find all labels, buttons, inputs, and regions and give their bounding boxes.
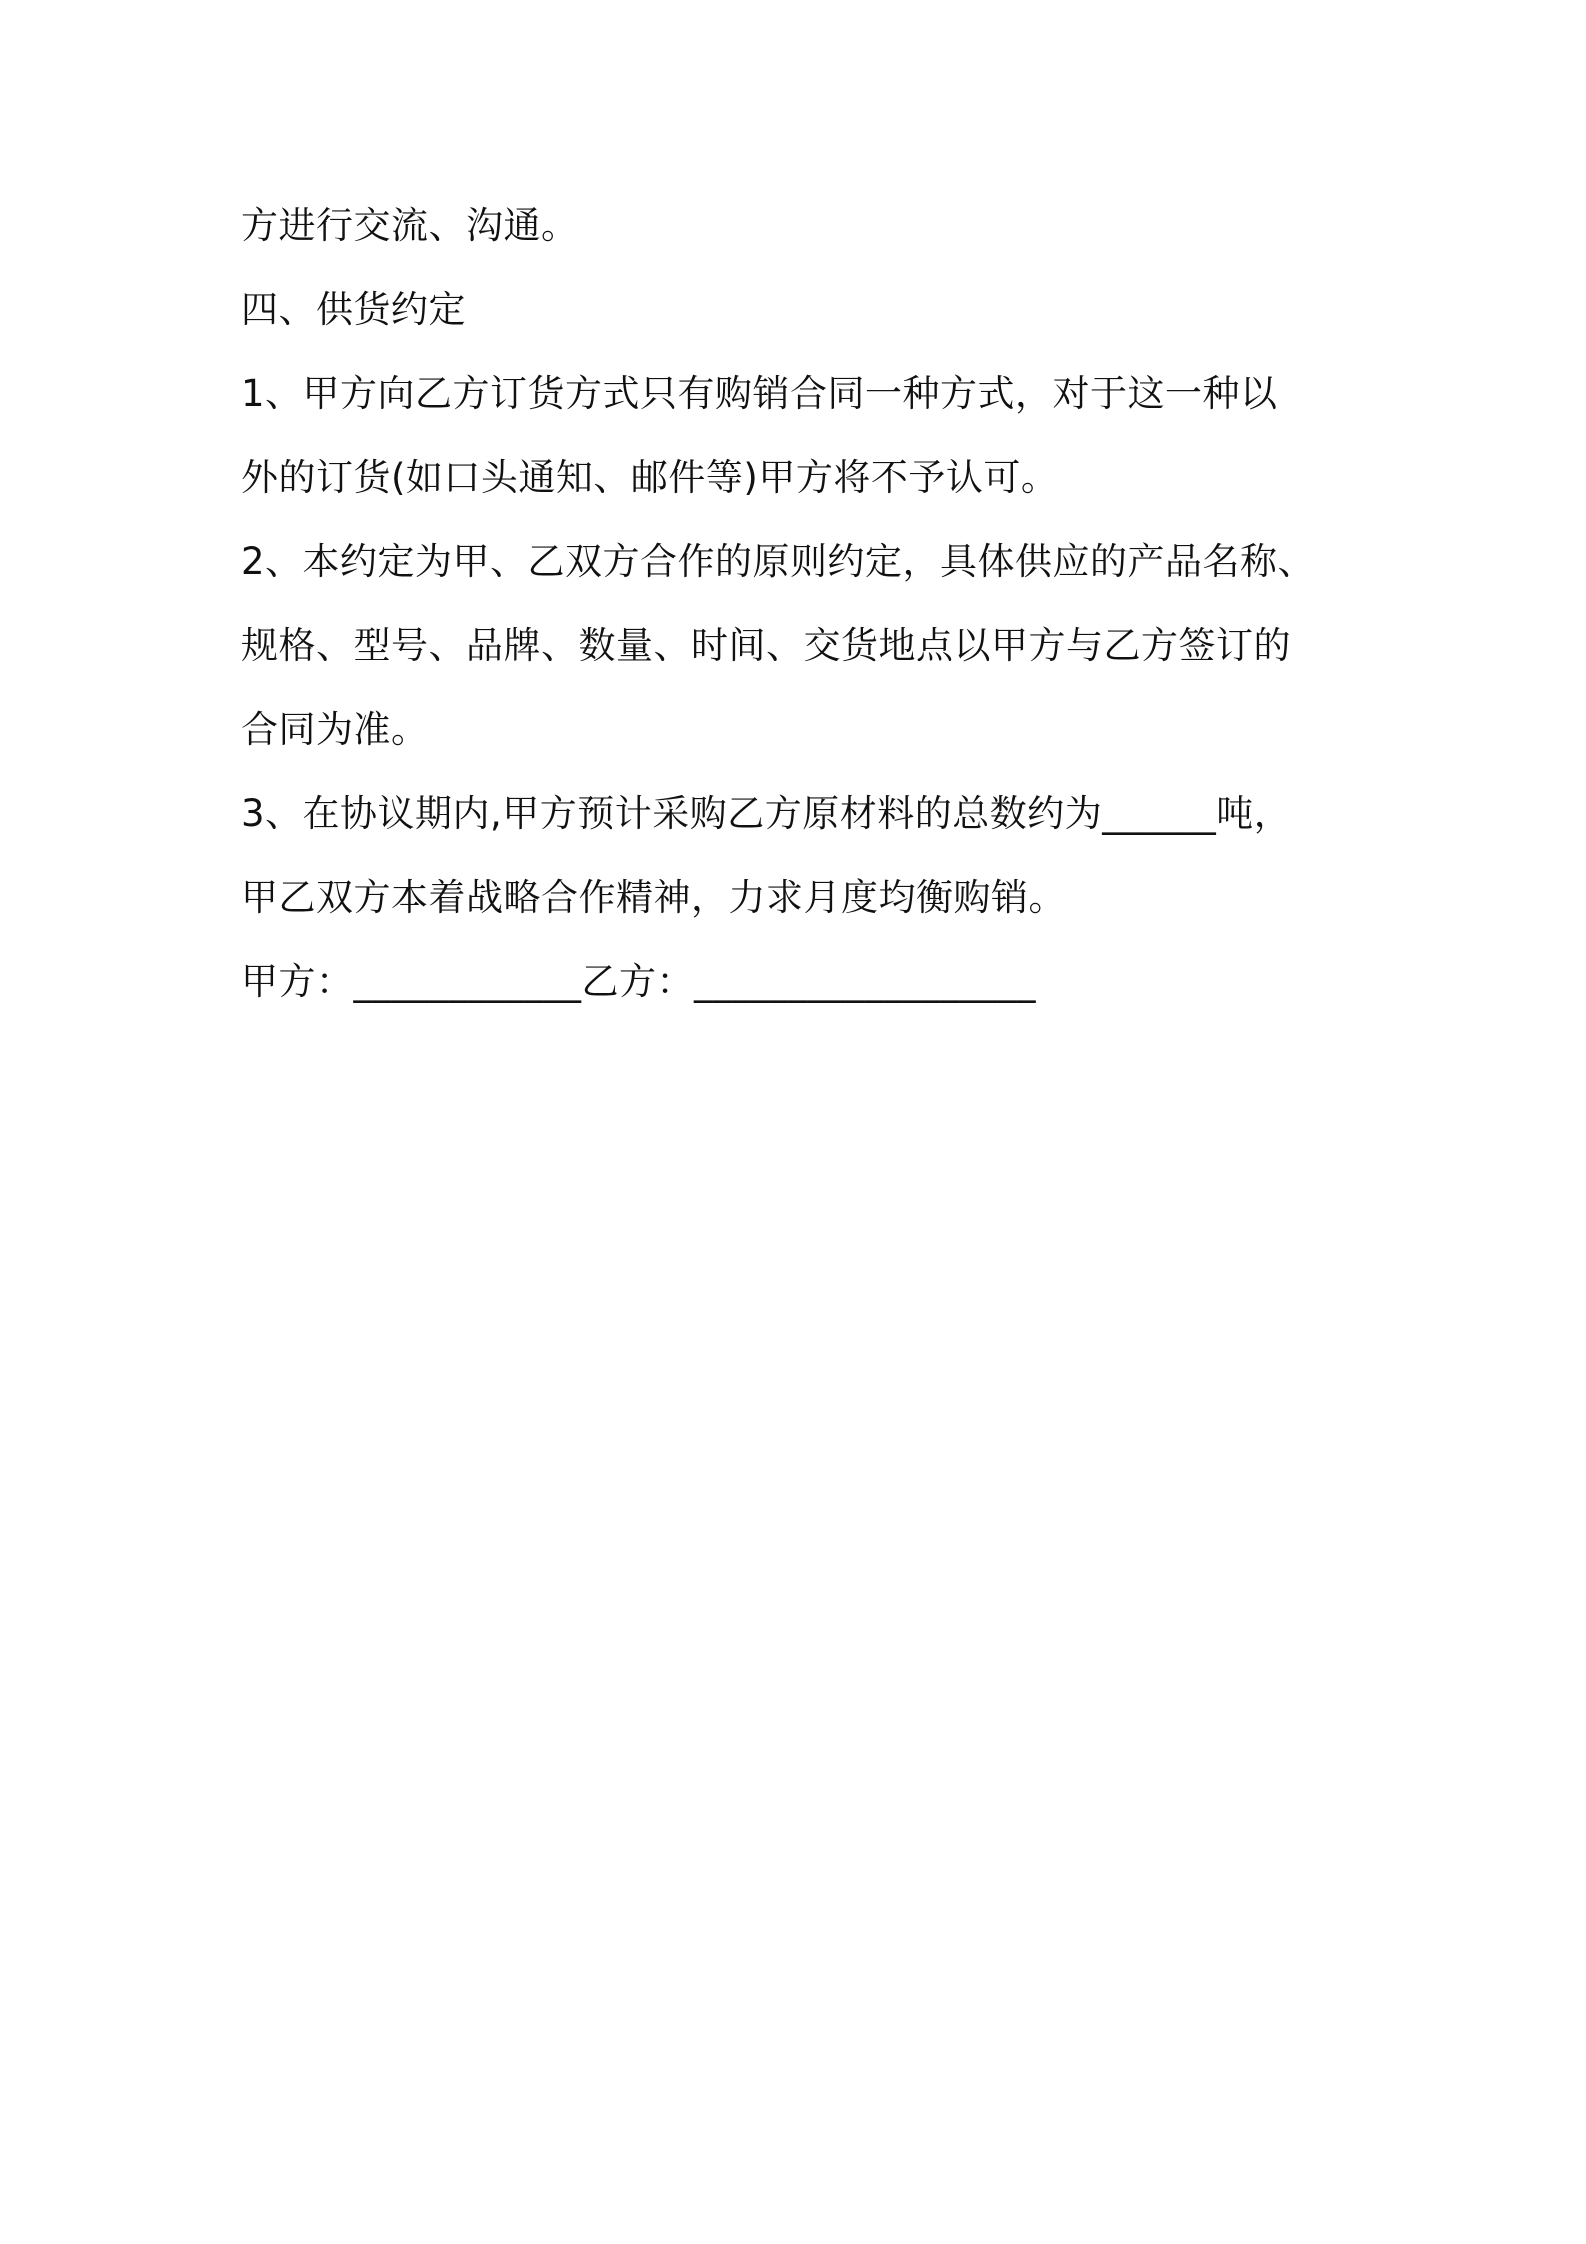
clause-3-line-1: 3、在协议期内,甲方预计采购乙方原材料的总数约为______吨， xyxy=(241,792,1292,835)
section-heading: 四、供货约定 xyxy=(241,288,466,331)
signature-line: 甲方：____________乙方：__________________ xyxy=(241,960,1036,1003)
paragraph-line: 方进行交流、沟通。 xyxy=(241,204,579,247)
clause-2-line-3: 合同为准。 xyxy=(241,708,429,751)
clause-1-line-2: 外的订货(如口头通知、邮件等)甲方将不予认可。 xyxy=(241,456,1059,499)
clause-2-line-1: 2、本约定为甲、乙双方合作的原则约定，具体供应的产品名称、 xyxy=(241,540,1316,583)
clause-3-line-2: 甲乙双方本着战略合作精神，力求月度均衡购销。 xyxy=(241,876,1066,919)
clause-2-line-2: 规格、型号、品牌、数量、时间、交货地点以甲方与乙方签订的 xyxy=(241,624,1291,667)
clause-1-line-1: 1、甲方向乙方订货方式只有购销合同一种方式，对于这一种以 xyxy=(241,372,1278,415)
